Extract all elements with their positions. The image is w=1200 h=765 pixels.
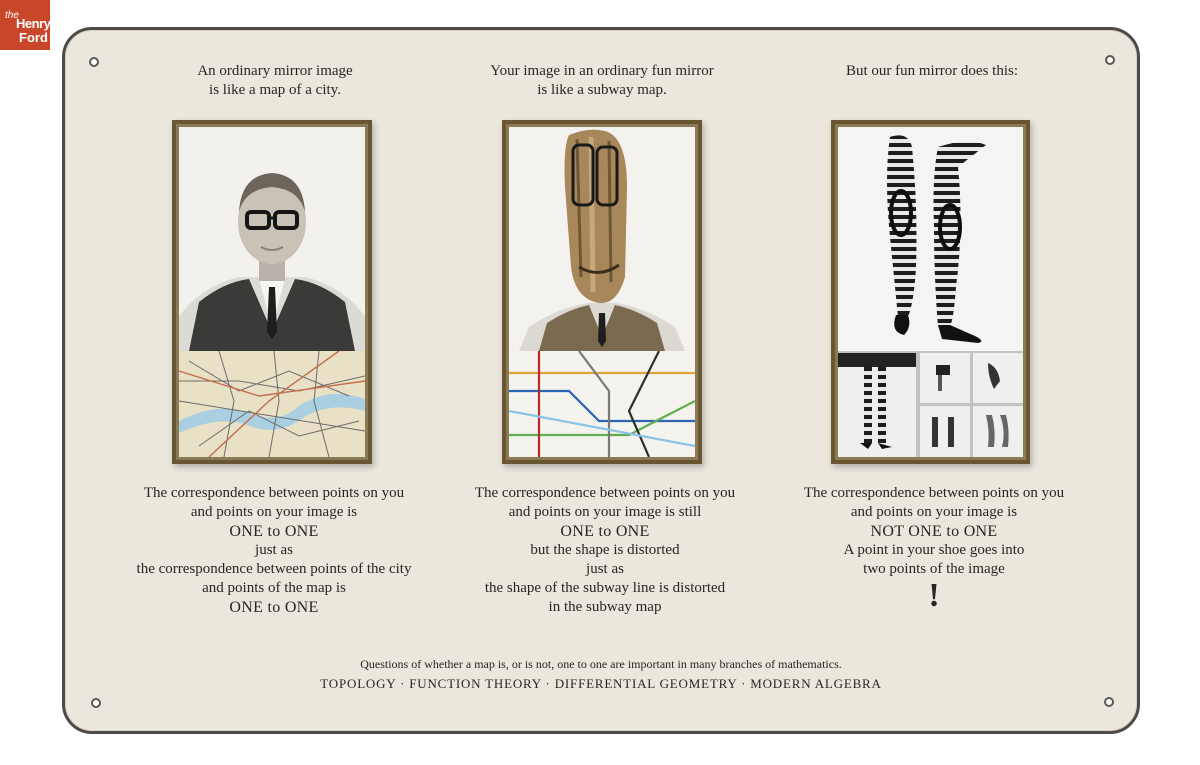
caption-emphasis: NOT ONE to ONE — [870, 523, 998, 540]
caption-line: and points on your image is — [190, 504, 358, 520]
subway-map-image — [509, 351, 695, 457]
caption-line: the correspondence between points of the city — [136, 561, 412, 577]
caption-column-3 — [769, 484, 1099, 613]
striped-legs-image — [838, 127, 1023, 351]
caption-line: The correspondence between points on you — [474, 485, 736, 501]
caption-line: A point in your shoe goes into — [843, 542, 1025, 558]
heading-column-2 — [452, 62, 752, 100]
heading-column-1 — [125, 62, 425, 100]
logo-henry: Henry — [16, 16, 51, 31]
logo-the: the — [5, 10, 19, 21]
caption-emphasis: ONE to ONE — [560, 523, 650, 540]
caption-column-2 — [440, 484, 770, 617]
caption-column-1 — [109, 484, 439, 617]
screw-icon — [1105, 55, 1115, 65]
caption-emphasis: ONE to ONE — [229, 599, 319, 616]
heading-line: An ordinary mirror image — [197, 63, 353, 79]
frame-ordinary-mirror — [172, 120, 372, 464]
screw-icon — [89, 57, 99, 67]
heading-line: is like a map of a city. — [209, 82, 341, 98]
screw-icon — [1104, 697, 1114, 707]
exclamation-mark: ! — [928, 577, 940, 614]
frame-fun-mirror — [502, 120, 702, 464]
heading-column-3 — [782, 62, 1082, 81]
caption-line: The correspondence between points on you — [803, 485, 1065, 501]
logo-ford: Ford — [19, 30, 48, 45]
caption-line: in the subway map — [548, 599, 662, 615]
frame-our-fun-mirror — [831, 120, 1030, 464]
caption-line: and points on your image is still — [508, 504, 702, 520]
caption-line: just as — [586, 561, 624, 577]
screw-icon — [91, 698, 101, 708]
heading-line: is like a subway map. — [537, 82, 667, 98]
city-map-image — [179, 351, 365, 457]
caption-line: the shape of the subway line is distorted — [484, 580, 726, 596]
heading-line: Your image in an ordinary fun mirror — [490, 63, 714, 79]
caption-line: The correspondence between points on you — [143, 485, 405, 501]
caption-line: and points on your image is — [850, 504, 1018, 520]
distorted-man-image — [509, 127, 695, 351]
leg-thumbnails-grid — [838, 351, 1023, 457]
caption-line: but the shape is distorted — [530, 542, 680, 558]
caption-emphasis: ONE to ONE — [229, 523, 319, 540]
henry-ford-logo — [0, 0, 50, 50]
man-portrait-image — [179, 127, 365, 351]
heading-line: But our fun mirror does this: — [845, 63, 1019, 79]
caption-line: two points of the image — [863, 561, 1005, 577]
caption-line: and points of the map is — [202, 580, 346, 596]
footer-note: Questions of whether a map is, or is not, one to one are important in many branches of mathematics. — [360, 657, 842, 671]
caption-line: just as — [255, 542, 293, 558]
footer-fields: TOPOLOGY · FUNCTION THEORY · DIFFERENTIAL GEOMETRY · MODERN ALGEBRA — [320, 676, 882, 691]
